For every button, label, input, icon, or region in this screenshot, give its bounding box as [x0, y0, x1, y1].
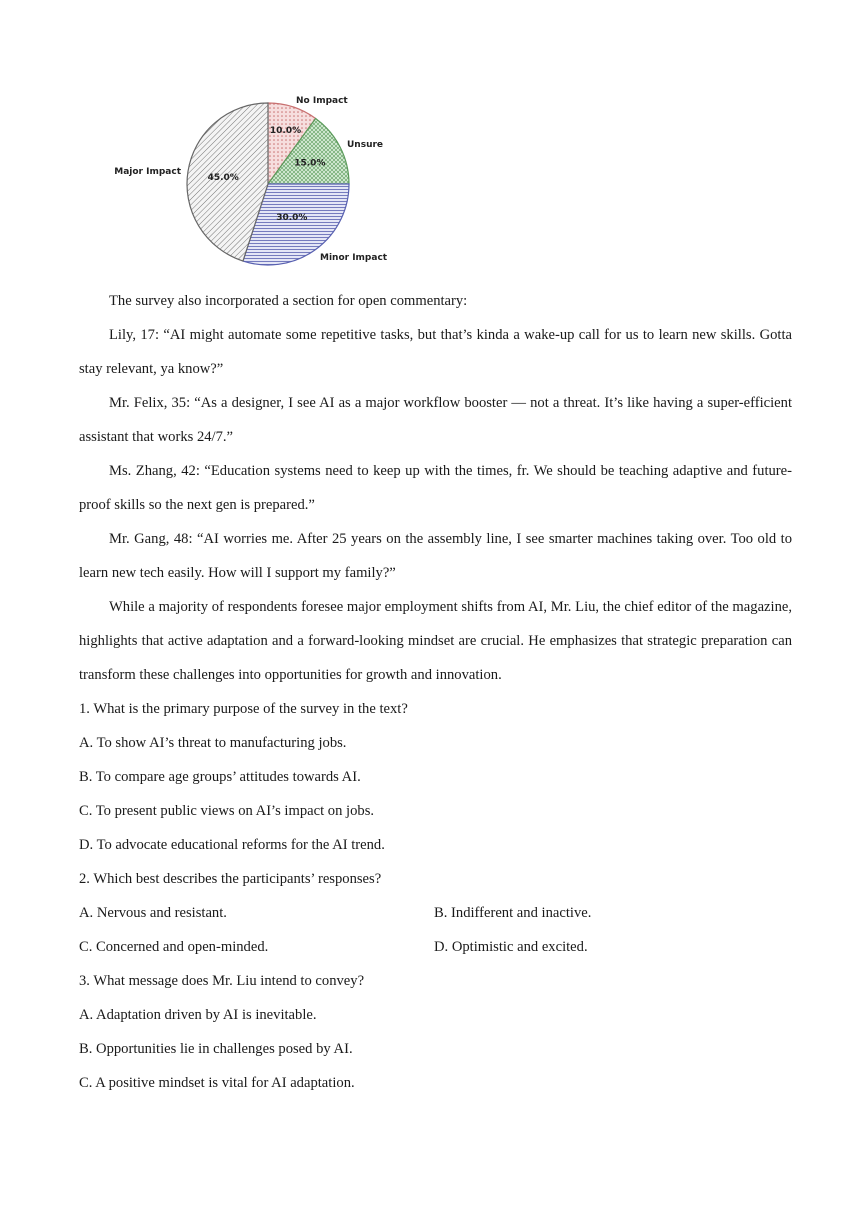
question-2-options-row-2 [79, 930, 792, 964]
question-3-option-a: A. Adaptation driven by AI is inevitable. [79, 1007, 317, 1023]
article-body [79, 284, 792, 1100]
question-1-option-c: C. To present public views on AI’s impact on jobs. [79, 803, 375, 819]
question-2-stem: 2. Which best describes the participants’ responses? [79, 871, 382, 887]
pie-chart-svg [100, 86, 410, 272]
pie-slice-value-minor-impact: 30.0% [276, 212, 308, 223]
pie-slice-label-minor-impact: Minor Impact [320, 253, 388, 263]
question-2-option-c: C. Concerned and open-minded. [79, 939, 269, 955]
pie-slices [187, 103, 349, 265]
pie-slice-label-major-impact: Major Impact [114, 167, 181, 177]
pie-slice-value-no-impact: 10.0% [269, 126, 302, 137]
pie-slice-label-no-impact: No Impact [296, 96, 348, 106]
comment-gang: Mr. Gang, 48: “AI worries me. After 25 years on the assembly line, I see smarter machines taking over. Too old to learn new tech easily. How will I support my family?” [79, 531, 792, 581]
comment-zhang: Ms. Zhang, 42: “Education systems need to keep up with the times, fr. We should be teaching adaptive and future-proof skills so the next gen is prepared.” [79, 463, 792, 513]
pie-slice-value-unsure: 15.0% [294, 158, 326, 169]
comment-felix: Mr. Felix, 35: “As a designer, I see AI as a major workflow booster — not a threat. It’s like having a super-efficient assistant that works 24/7.” [79, 395, 792, 445]
pie-slice-label-unsure: Unsure [347, 140, 384, 150]
question-1-stem: 1. What is the primary purpose of the survey in the text? [79, 701, 408, 717]
question-1-option-b: B. To compare age groups’ attitudes towards AI. [79, 769, 361, 785]
question-3-option-b: B. Opportunities lie in challenges posed by AI. [79, 1041, 353, 1057]
question-3-stem: 3. What message does Mr. Liu intend to convey? [79, 973, 365, 989]
question-2-option-a: A. Nervous and resistant. [79, 905, 227, 921]
question-2-options-row-1 [79, 896, 792, 930]
question-2-option-b: B. Indifferent and inactive. [434, 905, 592, 921]
intro-paragraph: The survey also incorporated a section for open commentary: [109, 293, 468, 309]
comment-lily: Lily, 17: “AI might automate some repetitive tasks, but that’s kinda a wake-up call for us to learn new skills. Gotta stay relevant, ya know?” [79, 327, 792, 377]
question-1-option-a: A. To show AI’s threat to manufacturing jobs. [79, 735, 347, 751]
question-1-option-d: D. To advocate educational reforms for the AI trend. [79, 837, 385, 853]
pie-slice-value-major-impact: 45.0% [207, 172, 239, 183]
conclusion-paragraph: While a majority of respondents foresee major employment shifts from AI, Mr. Liu, the chief editor of the magazine, highlights that active adaptation and a forward-looking mindset are crucial. He emphasizes that strategic preparation can transform these challenges into opportunities for growth and innovation. [79, 599, 792, 683]
survey-pie-chart [100, 86, 410, 272]
question-3-option-c: C. A positive mindset is vital for AI adaptation. [79, 1075, 355, 1091]
question-2-option-d: D. Optimistic and excited. [434, 939, 588, 955]
